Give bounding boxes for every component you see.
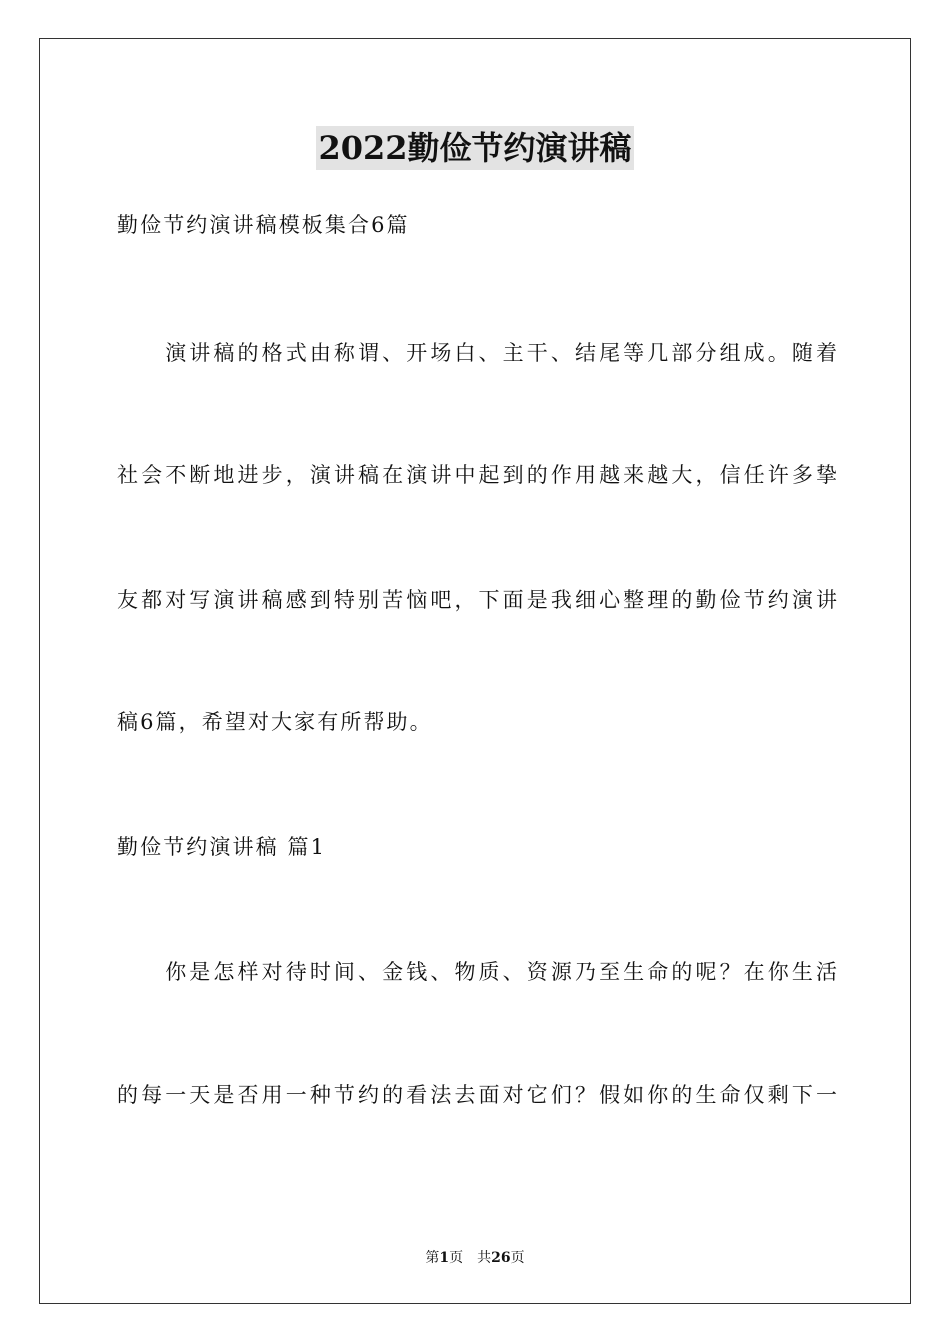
intro-line-2: 社会不断地进步，演讲稿在演讲中起到的作用越来越大，信任许多挚 — [117, 463, 837, 487]
footer-total-pages: 26 — [491, 1250, 511, 1266]
footer-suffix: 页 — [510, 1250, 525, 1266]
intro-line-1: 演讲稿的格式由称谓、开场白、主干、结尾等几部分组成。随着 — [117, 341, 837, 365]
page-footer — [0, 1248, 950, 1268]
document-subtitle: 勤俭节约演讲稿模板集合6篇 — [117, 213, 410, 237]
footer-mid: 页 共 — [449, 1250, 492, 1266]
section-heading: 勤俭节约演讲稿 篇1 — [117, 835, 327, 859]
section-line-2: 的每一天是否用一种节约的看法去面对它们？假如你的生命仅剩下一 — [117, 1083, 837, 1107]
intro-line-4: 稿6篇，希望对大家有所帮助。 — [117, 710, 433, 734]
footer-current-page: 1 — [439, 1250, 450, 1266]
footer-prefix: 第 — [425, 1250, 440, 1266]
section-line-1: 你是怎样对待时间、金钱、物质、资源乃至生命的呢？在你生活 — [117, 960, 837, 984]
document-title: 2022勤俭节约演讲稿 — [316, 126, 633, 170]
title-container — [0, 126, 950, 170]
intro-line-3: 友都对写演讲稿感到特别苦恼吧，下面是我细心整理的勤俭节约演讲 — [117, 588, 837, 612]
